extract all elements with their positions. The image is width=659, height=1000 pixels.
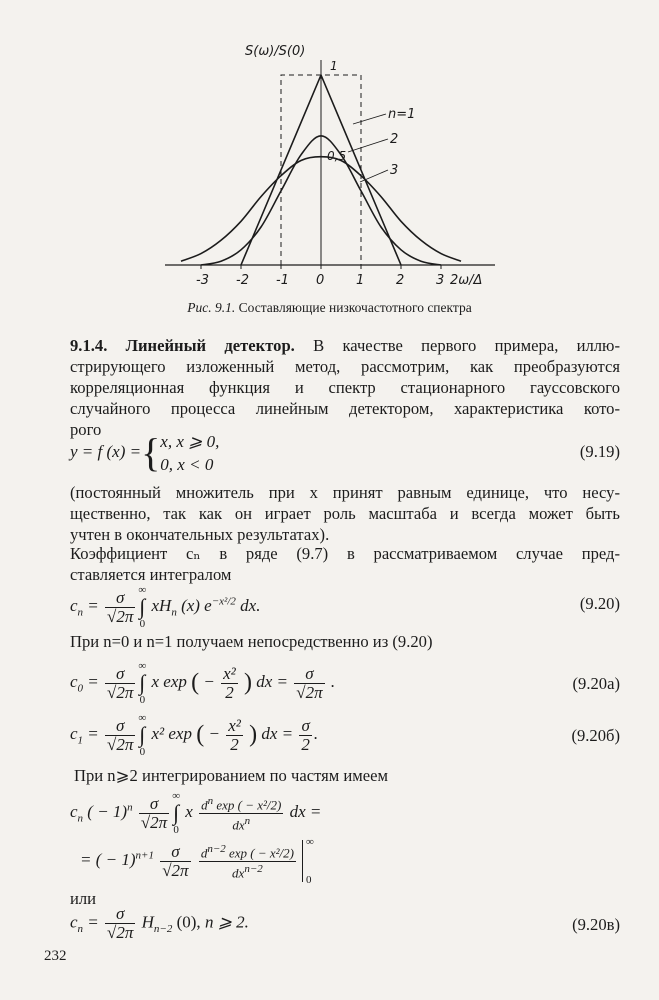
x-tick-label: 1 — [356, 273, 365, 288]
equation-number: (9.20) — [579, 594, 620, 613]
note-paragraph: (постоянный множитель при x принят равным единице, что несу- щественно, так как он играет роль масштаба и всегда может быть учтен в окончательных результатах). — [70, 483, 620, 544]
figure-caption — [0, 300, 659, 316]
equation-number: (9.20в) — [572, 915, 620, 934]
x-tick-label: -2 — [236, 273, 249, 288]
equation-number: (9.20а) — [572, 674, 620, 693]
equation-number: (9.20б) — [571, 726, 620, 745]
x-tick-label: 2 — [396, 273, 405, 288]
equation-9-20v: $c_n$ = $\frac{\sigma}{√2\pi}$ $H_{n-2}$ (0), n ⩾ 2. (9.20в) — [70, 904, 620, 942]
section-heading: 9.1.4. Линейный детектор. — [70, 336, 295, 355]
y-axis-label: S(ω)/S(0) — [245, 44, 306, 59]
equation-parts-1: $c_n$ ( − 1)$^n$ $\frac{\sigma}{√2\pi}$ ∞ ∫ 0 x $\frac{d^n \exp ( - x^2/2)}{dx^n}$ dx = — [70, 790, 322, 836]
curve-label-1: n=1 — [388, 107, 416, 122]
x-tick-label: 3 — [436, 273, 445, 288]
x-tick-label: -3 — [196, 273, 209, 288]
equation-number: (9.19) — [579, 442, 620, 461]
equation-9-19: y = f (x) ={ x, x ⩾ 0, 0, x < 0 (9.19) — [70, 430, 620, 475]
mid-label: 0,5 — [327, 149, 347, 163]
curve-label-3: 3 — [390, 163, 399, 178]
caption-prefix: Рис. 9.1. — [187, 300, 236, 315]
curve-label-2: 2 — [390, 132, 399, 147]
x-tick-label: -1 — [276, 273, 289, 288]
x-axis-label: 2ω/Δ — [450, 273, 483, 288]
equation-9-20b: $c_1$ = $\frac{\sigma}{√2\pi}$ ∞ ∫ 0 x² exp ( − $\frac{\text{x²}}{2}$ ) dx = $\frac{\sigma}{2}$ . (9.20б) — [70, 712, 620, 758]
peak-label: 1 — [330, 59, 338, 73]
equation-9-20a: $c_0$ = $\frac{\sigma}{√2\pi}$ ∞ ∫ 0 x exp ( − $\frac{\text{x²}}{2}$ ) dx = $\frac{\sigma}{√2\pi}$ . (9.20а) — [70, 660, 620, 706]
coefficient-paragraph: Коэффициент cₙ в ряде (9.7) в рассматриваемом случае пред- ставляется интегралом — [70, 544, 620, 584]
page-number: 232 — [44, 948, 67, 964]
x-tick-label: 0 — [316, 273, 325, 288]
caption-text: Составляющие низкочастотного спектра — [238, 300, 472, 315]
section-paragraph: 9.1.4. Линейный детектор. В качестве первого примера, иллю- стрирующего изложенный метод, рассмотрим, как преобразуются корреляционная функция и спектр стационарного гауссовского случайного процесса линейным детектором, характеристика кото- рого — [70, 336, 620, 439]
case-paragraph: При n=0 и n=1 получаем непосредственно из (9.20) — [70, 632, 433, 651]
parts-paragraph: При n⩾2 интегрированием по частям имеем — [74, 766, 388, 785]
equation-parts-2: = ( − 1)$^{n+1}$ $\frac{\sigma}{√2\pi}$ $\frac{d^{n-2} \exp ( - x^2/2)}{dx^{n-2}}$ ∞ 0 — [70, 840, 620, 890]
equation-9-20: $c_n$ = $\frac{\sigma}{√2\pi}$ ∞ ∫ 0 $xH_n$ (x) $e^{-x^2/2}$ dx. (9.20) — [70, 584, 620, 630]
spectrum-figure — [150, 40, 500, 290]
or-word: или — [70, 889, 97, 908]
